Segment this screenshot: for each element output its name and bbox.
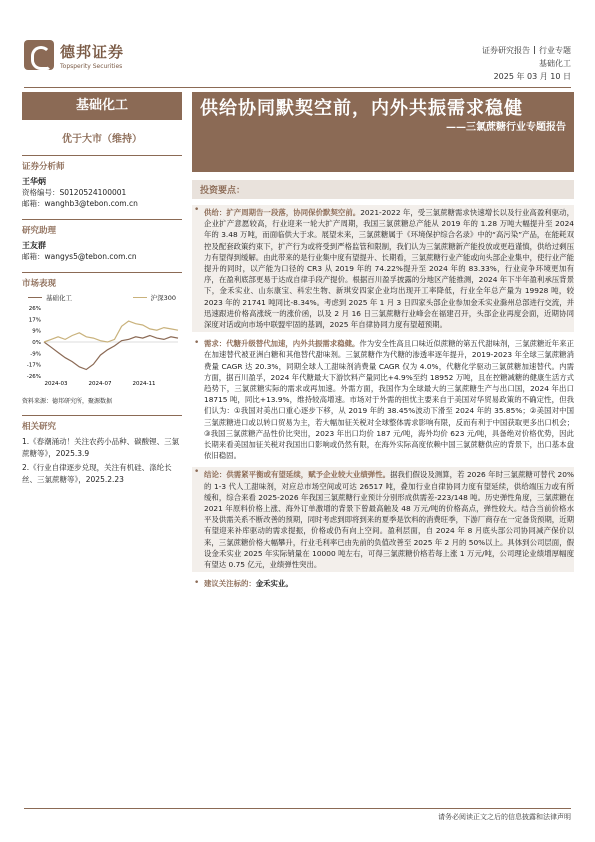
related-list: [22, 436, 182, 485]
brand-logo: [24, 40, 124, 70]
sector-label: 基础化工: [22, 92, 182, 120]
x-tick-label: 2024-07: [88, 381, 112, 387]
bullet-head: 结论：供需紧平衡或有望延续，赋予企业较大业绩弹性。: [204, 470, 391, 480]
y-tick-label: -26%: [26, 374, 41, 380]
chart-source: 资料来源：德邦研究所，聚源数据: [22, 398, 113, 405]
analyst-cert: 资格编号：S0120524100001: [22, 188, 127, 197]
left-sidebar: [22, 92, 182, 485]
brand-name-en: Topsperity Securities: [60, 62, 123, 70]
y-tick-label: -17%: [26, 362, 41, 369]
related-item[interactable]: 1.《春潮涌动！关注农药小品种、碳酸锂、三氯蔗糖等》，2025.3.9: [22, 437, 180, 458]
report-type: 证券研究报告: [482, 46, 530, 55]
legend-item-index: 沪深300: [133, 293, 176, 302]
assistant-info: [22, 240, 182, 262]
bullet-head: 供给：扩产周期告一段落，协同保价默契空前。: [204, 208, 361, 217]
bullet-body: 2021-2022 年，受三氯蔗糖需求快速增长以及行业高盈利驱动，企业扩产意愿较高，行业迎来一轮大扩产周期，我国三氯蔗糖总产能从 2019 年的 1.28 万吨大幅提升至 2024 年的 3.48 万吨，而面临供大于求。展望未来，三氯蔗糖属于《环境保护综合名录》中的“高污染”产品，在能耗双控及配套政策约束下，扩产行为或将受到严格监管和限制，我们认为三氯蔗糖新产能投放或更趋谨慎，供给过剩压力有望得到缓解。由此带来的是行业集中度有望提升、长期看，三氯蔗糖行业产能或向头部企业集中，使行业产能提升的同时，以产能为口径的 CR3 从 2019 年的 74.22%提升至 2024 年的 83.33%，行业竞争环境更加有序，在盈利底部更易于达成自律手段产提价。根据百川盈孚披露的分地区产能推测，2024 年下半年盈利承压背景下，金禾实业、山东康宝、科宏生物、新琪安四家企业均出现开工率降低，行业全年总产量为 19928 吨，较 2023 年的 21741 吨同比-8.34%。考虑到 2025 年 1 月 3 日四家头部企业参加金禾实业滁州总部进行交流，并迅速跟进价格高涨统一的涨价函，以及 2 月 16 日三氯蔗糖行业峰会在福建召开，头部企业再度会面，近期协同深度对话或向市场中联盟牢固的基调，2025 年自律协同力度有望超预期。: [204, 208, 574, 330]
assistant-title: 研究助理: [22, 219, 182, 236]
market-title: 市场表现: [22, 272, 182, 289]
header-divider: [24, 87, 571, 88]
report-category: 行业专题: [539, 46, 571, 55]
y-tick-label: 9%: [32, 328, 41, 335]
rating: 优于大市（维持）: [62, 134, 142, 145]
report-header: [482, 44, 571, 83]
bullet-body: 金禾实业。: [255, 579, 293, 589]
report-subtitle: ——三氯蔗糖行业专题报告: [446, 122, 566, 133]
investment-points-label: 投资要点：: [192, 180, 574, 199]
y-tick-label: 17%: [28, 317, 41, 324]
bullet-demand: [192, 338, 574, 461]
assistant-name: 王友群: [22, 241, 46, 250]
x-tick-label: 2024-11: [132, 381, 156, 387]
bullet-body: 据我们假设及测算，若 2026 年时三氯蔗糖可替代 20%的 1-3 代人工甜味剂，对应总市场空间或可达 26517 吨，叠加行业自律协同力度有望延续，供给端压力或有所缓和，综合来看 2025-2026 年我国三氯蔗糖行业预计分别形成供需差-223/148 吨。历史弹性角度，三氯蔗糖在 2021 年原料价格上涨、海外订单激增的背景下曾最高触及 48 万元/吨的价格高点，弹性较大。结合当前价格水平及供需关系不断改善的预期，同时考虑到即将到来的夏季是饮料的消费旺季，下游厂商存在一定备货预期，近期有望迎来补库驱动的需求提振，价格或仍有向上空间。盈利层面，自 2024 年 8 月底头部公司协同减产保价以来，三氯蔗糖价格大幅攀升，行业毛利率已由先前的负值改善至 2025 年 2 月的 50%以上。具体到公司层面，假设金禾实业 2025 年实际销量在 10000 吨左右，可得三氯蔗糖价格若每上涨 1 万元/吨，公司理论业绩增厚幅度有望达 0.75 亿元，业绩弹性突出。: [204, 470, 574, 570]
analyst-name: 王华炳: [22, 177, 46, 186]
y-tick-label: 0%: [32, 340, 41, 346]
brand-name-cn: 德邦证券: [60, 42, 125, 61]
bullet-conclusion: [192, 467, 574, 572]
bullet-supply: [192, 205, 574, 332]
analyst-info: [22, 176, 182, 209]
legend-item-sector: 基础化工: [28, 293, 72, 302]
bullet-head: 建议关注标的：: [204, 579, 256, 589]
x-tick-label: 2024-03: [44, 381, 68, 387]
report-title: 供给协同默契空前，内外共振需求稳健: [200, 98, 523, 119]
analyst-email[interactable]: 邮箱：wanghb3@tebon.com.cn: [22, 199, 138, 208]
related-item[interactable]: 2.《行业自律逐步兑现，关注有机硅、涤纶长丝、三氯蔗糖等》，2025.2.23: [22, 463, 172, 484]
analyst-title: 证券分析师: [22, 155, 182, 172]
market-chart: [22, 291, 182, 394]
footer-disclaimer: 请务必阅读正文之后的信息披露和法律声明: [438, 813, 571, 821]
y-tick-label: 26%: [28, 306, 41, 312]
related-title: 相关研究: [22, 415, 182, 432]
main-content: [192, 92, 574, 590]
footer-divider: [24, 808, 571, 809]
assistant-email[interactable]: 邮箱：wangys5@tebon.com.cn: [22, 252, 137, 261]
brand-mark-icon: [24, 40, 54, 70]
title-banner: [192, 92, 574, 172]
bullet-head: 需求：代糖升级替代加速，内外共振需求稳健。: [204, 339, 360, 349]
report-date: 2025 年 03 月 10 日: [493, 72, 571, 81]
bullet-recommendation: [192, 578, 574, 589]
performance-line-chart: [22, 304, 182, 390]
bullet-body: 作为安全性高且口味近似蔗糖的第五代甜味剂，三氯蔗糖近年来正在加速替代被亚洲白糖和其他替代甜味剂。三氯蔗糖作为代糖的渗透率逐年提升，2019-2023 年全球三氯蔗糖消费量 CAGR 达 20.3%，同期全球人工甜味剂消费量 CAGR 仅为 4.0%，代糖化学驱动三氯蔗糖加速替代。内需方面，据百川盈孚，2024 年代糖最大下游饮料产量同比+4.9%至约 18952 万吨，且在控糖减糖的健康生活方式趋势下，三氯蔗糖实际的需求或再加速。外需方面，我国作为全球最大的三氯蔗糖生产与出口国，2024 年出口 18715 吨，同比+13.9%，维持较高增速。市场对于外需的担忧主要来自于美国对华贸易政策的不确定性，但我们认为：①我国对美出口重心逐步下移，从 2019 年的 38.45%波动下滑至 2024 年的 35.85%；②美国对中国三氯蔗糖进口或以转口贸易为主，若大幅加征关税对全球整体需求影响有限，反而有利于中国获取更多出口机会；③我国三氯蔗糖产品性价比突出，2023 年出口均价 187 元/吨，海外均价 623 元/吨，具备绝对价格优势，因此长期来看美国加征关税对我国出口影响或仍然有限，在海外实际高度依赖中国三氯蔗糖供应的背景下，出口基本盘依旧稳固。: [204, 339, 574, 461]
report-industry: 基础化工: [539, 59, 571, 68]
chart-legend: [22, 291, 182, 304]
y-tick-label: -9%: [30, 351, 41, 358]
